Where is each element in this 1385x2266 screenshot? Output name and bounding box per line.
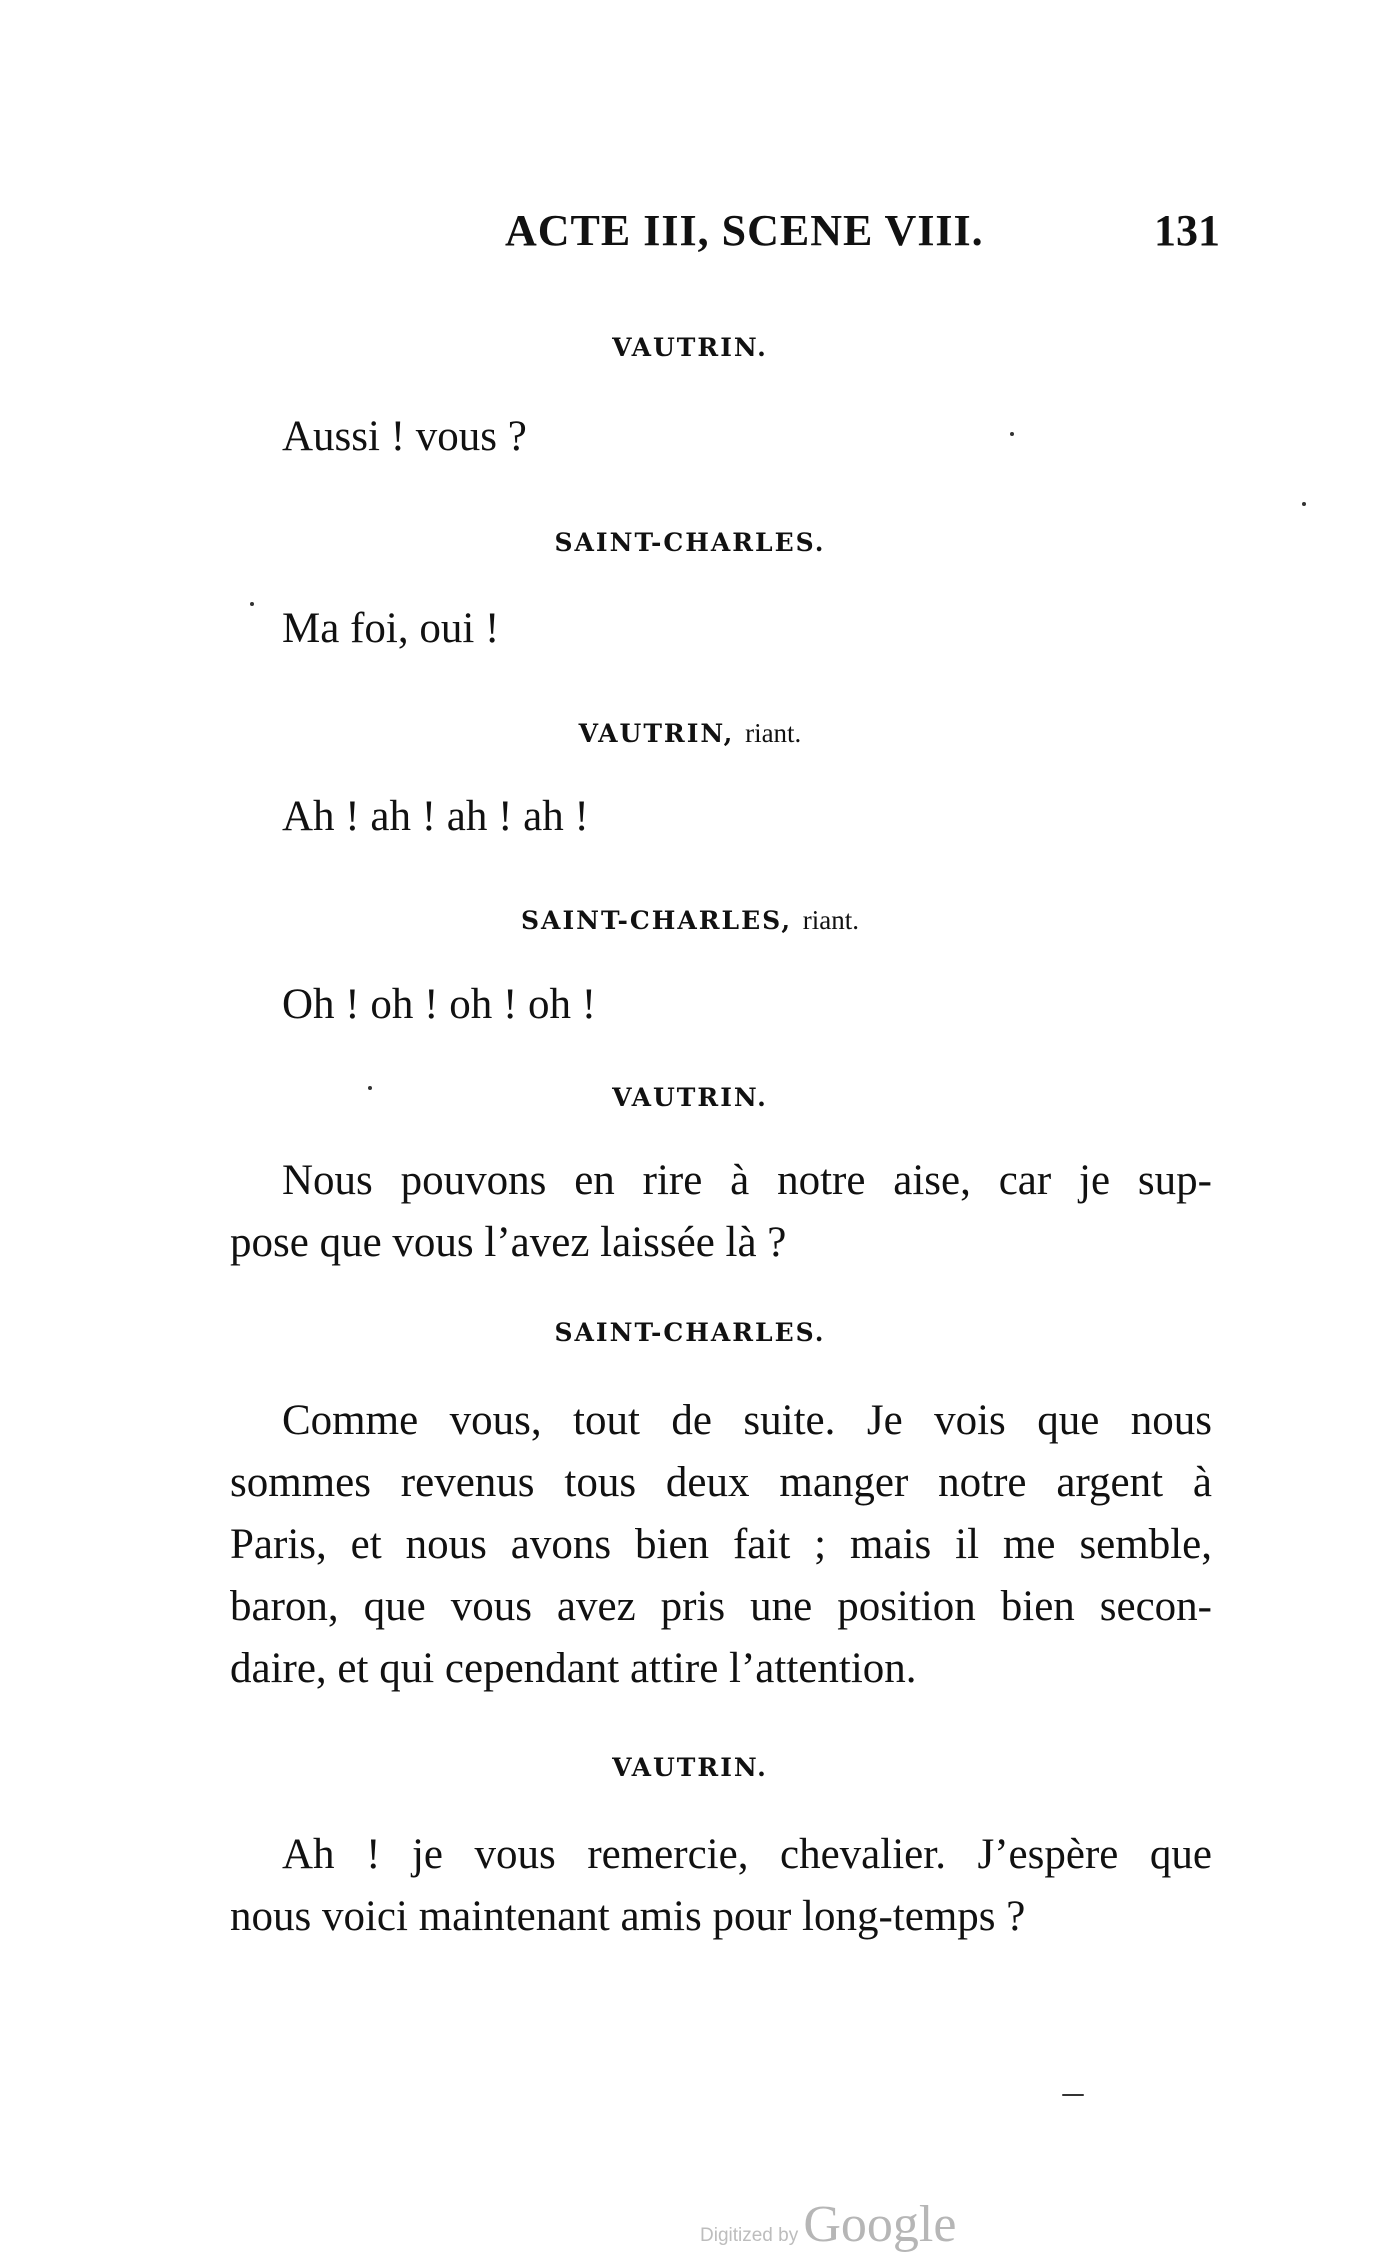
stage-direction: riant.: [802, 905, 859, 935]
dialogue-line: nous voici maintenant amis pour long-temps ?: [230, 1893, 1026, 1940]
digitized-by-google-watermark: [700, 2195, 1000, 2254]
dialogue-line: Oh ! oh ! oh ! oh !: [282, 981, 597, 1028]
watermark-prefix: Digitized by: [700, 2225, 799, 2246]
dialogue-line: Aussi ! vous ?: [282, 413, 527, 460]
scan-speck: [1010, 432, 1014, 436]
google-logo-text: Google: [803, 2196, 957, 2253]
speaker-label: VAUTRIN.: [612, 1753, 768, 1782]
dialogue-line: Ah ! ah ! ah ! ah !: [282, 793, 589, 840]
dialogue-paragraph: [230, 1824, 1212, 1948]
dialogue-line: sommes revenus tous deux manger notre argent à: [230, 1459, 1212, 1506]
speaker-name: [230, 528, 1150, 557]
dialogue-paragraph: [230, 1150, 1212, 1274]
stage-direction: riant.: [745, 718, 802, 748]
scan-speck: [1302, 502, 1306, 506]
speaker-name: [230, 333, 1150, 362]
speaker-label: VAUTRIN.: [612, 1083, 768, 1112]
dialogue-line: Ah ! je vous remercie, chevalier. J’espère que: [282, 1831, 1212, 1878]
running-header-title: ACTE III, SCENE VIII.: [505, 206, 984, 255]
dialogue-line: Ma foi, oui !: [282, 605, 500, 652]
speaker-label: SAINT-CHARLES.: [554, 528, 826, 557]
speaker-name: [230, 1753, 1150, 1782]
dialogue-line: baron, que vous avez pris une position bien secon-: [230, 1583, 1212, 1630]
page-number: 131: [1154, 206, 1220, 255]
scan-speck: [1062, 2094, 1084, 2096]
dialogue-line: pose que vous l’avez laissée là ?: [230, 1219, 787, 1266]
speaker-name: [230, 1318, 1150, 1347]
scan-speck: [368, 1086, 372, 1090]
speaker-name: [230, 718, 1150, 749]
dialogue-line: Paris, et nous avons bien fait ; mais il me semble,: [230, 1521, 1212, 1568]
dialogue-paragraph: [230, 1390, 1212, 1700]
speaker-label: VAUTRIN.: [612, 333, 768, 362]
speaker-name: [230, 905, 1150, 936]
speaker-label: SAINT-CHARLES.: [554, 1318, 826, 1347]
dialogue-line: daire, et qui cependant attire l’attention.: [230, 1645, 917, 1692]
speaker-label: SAINT-CHARLES,: [521, 906, 793, 935]
dialogue-line: Comme vous, tout de suite. Je vois que nous: [282, 1397, 1212, 1444]
speaker-label: VAUTRIN,: [578, 719, 735, 748]
dialogue-line: Nous pouvons en rire à notre aise, car je sup-: [282, 1157, 1212, 1204]
scan-speck: [250, 602, 254, 606]
